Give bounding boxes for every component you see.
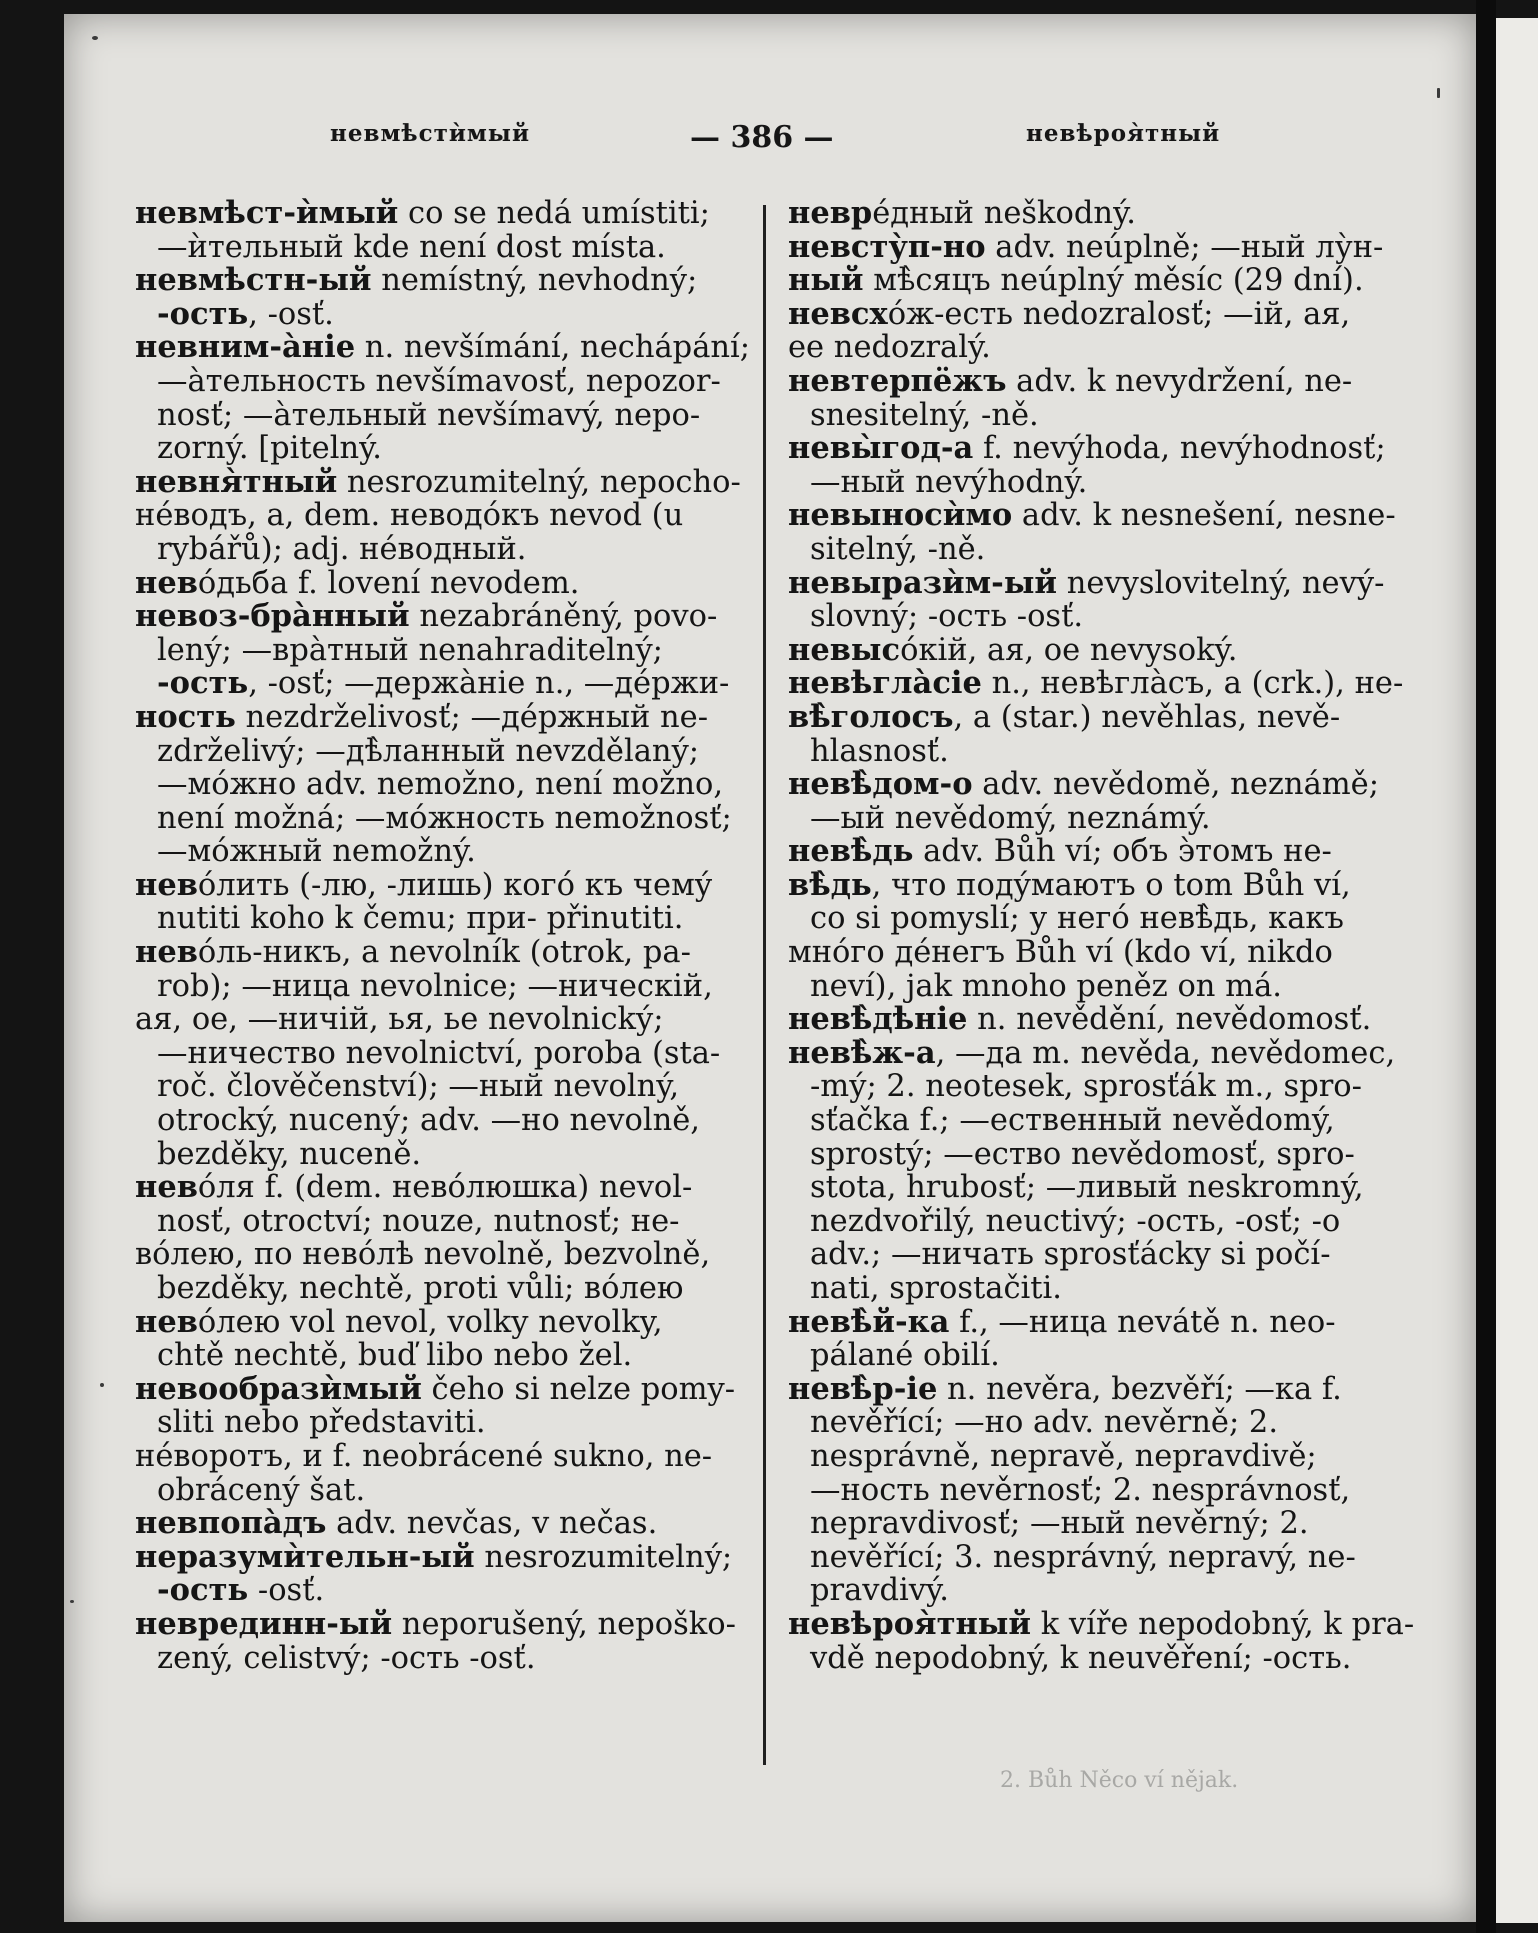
headword: невоз-бра̀нный [135, 598, 410, 635]
dictionary-line: bezděky, nechtě, proti vůli; вóлею [157, 1271, 684, 1306]
dictionary-line: sprostý; —ество nevědomosť, spro- [810, 1136, 1355, 1172]
dictionary-line: neví), jak mnoho peněz on má. [810, 968, 1282, 1004]
dictionary-line: chtě nechtě, buď libo nebo žel. [157, 1338, 633, 1374]
dictionary-line: —ный nevýhodný. [810, 464, 1088, 500]
dictionary-line: roč. člověčenství); —ный nevolný, [157, 1069, 680, 1105]
dictionary-line: невѣроя̀тный k víře nepodobný, k pra- [788, 1605, 1415, 1642]
dictionary-line: nati, sprostačiti. [810, 1271, 1062, 1306]
dictionary-line: невсхóж-есть nedozralosť; —ій, ая, [788, 295, 1351, 332]
page-number: — 386 — [690, 120, 834, 155]
dictionary-line: вѣ̀дь, что подýмаютъ o tom Bůh ví, [788, 866, 1351, 903]
headword: невня̀тный [135, 463, 338, 500]
headword: невѣ̀дь [788, 833, 914, 870]
dictionary-line: невóля f. (dem. невóлюшка) nevol- [135, 1169, 693, 1206]
dictionary-line: -ость -osť. [157, 1572, 325, 1609]
dictionary-line: —ѝтельный kde není dost místa. [157, 229, 666, 265]
dictionary-line: adv.; —ничать sprosťácky si počí- [810, 1237, 1331, 1273]
dictionary-line: otrocký, nucený; adv. —но nevolně, [157, 1103, 700, 1139]
running-head-right: невѣроя̀тный [1026, 120, 1221, 147]
dictionary-line: нéворотъ, и f. neobrácené sukno, ne- [135, 1438, 713, 1474]
dictionary-line: невóлею vol nevol, volky nevolky, [135, 1303, 663, 1340]
headword: ный [788, 262, 864, 299]
headword: -ость [157, 665, 249, 702]
headword: нев [135, 866, 198, 903]
dictionary-line: невмѣст-ѝмый co se nedá umístiti; [135, 195, 710, 231]
ink-speck [70, 1600, 74, 1603]
dictionary-line: невмѣстн-ый nemístný, nevhodný; [135, 262, 698, 299]
dictionary-line: -mý; 2. neotesek, sprosťák m., spro- [810, 1069, 1362, 1105]
dictionary-line: невыразѝм-ый nevyslovitelný, nevý- [788, 564, 1385, 601]
dictionary-line: sitelný, -ně. [810, 531, 986, 567]
headword: невним-а̀ніе [135, 329, 356, 366]
dictionary-line: ность nezdrželivosť; —дéржный ne- [135, 698, 709, 735]
dictionary-line: lený; —вра̀тный nenahraditelný; [157, 632, 663, 668]
dictionary-line: obrácený šat. [157, 1472, 366, 1508]
dictionary-line: zený, celistvý; -ость -osť. [157, 1640, 536, 1676]
dictionary-line: sťačka f.; —ественный nevědomý, [810, 1103, 1335, 1139]
headword: вѣ̀голосъ [788, 698, 954, 735]
column-divider [763, 205, 766, 1765]
dictionary-line: —ность nevěrnosť; 2. nesprávnosť, [810, 1472, 1351, 1508]
dictionary-line: zdrželivý; —дѣ̀ланный nevzdělaný; [157, 733, 700, 769]
left-column [135, 195, 751, 1676]
headword: неврединн-ый [135, 1605, 393, 1642]
dictionary-line: невсту̀п-но adv. neúplně; —ный лу̀н- [788, 228, 1384, 265]
dictionary-line: bezděky, nuceně. [157, 1136, 422, 1172]
dictionary-line: вѣ̀голосъ, a (star.) nevěhlas, nevě- [788, 698, 1341, 735]
headword: невѣ̀дом-о [788, 766, 973, 803]
dictionary-line: неврéдный neškodný. [788, 195, 1136, 231]
dictionary-line: невóлить (-лю, -лишь) когó къ чемý [135, 866, 713, 903]
ink-speck [1437, 88, 1440, 98]
dictionary-line: невыносѝмо adv. k nesnešení, nesne- [788, 497, 1396, 534]
dictionary-line: pravdivý. [810, 1573, 949, 1609]
dictionary-line: ее nedozralý. [788, 330, 991, 366]
dictionary-line: невним-а̀ніе n. nevšímání, nechápání; [135, 329, 751, 366]
dictionary-line: невѣ̀р-іе n. nevěra, bezvěří; —ка f. [788, 1370, 1342, 1407]
headword: -ость [157, 1572, 249, 1609]
dictionary-line: nosť; —а̀тельный nevšímavý, nepo- [157, 397, 701, 433]
show-through-text: 2. Bůh Něco ví nějak. [1000, 1768, 1239, 1793]
dictionary-line: —а̀тельность nevšímavosť, nepozor- [157, 363, 721, 399]
dictionary-line: невысóкій, ая, ое nevysoký. [788, 631, 1238, 668]
dictionary-line: pálané obilí. [810, 1338, 1000, 1374]
headword: невѣ̀й-ка [788, 1303, 950, 1340]
dictionary-line: není možná; —мóжность nemožnosť; [157, 800, 732, 836]
headword: невообразѝмый [135, 1370, 422, 1407]
dictionary-line: невы̀год-а f. nevýhoda, nevýhodnosť; [788, 430, 1386, 467]
dictionary-line: nosť, otroctví; nouze, nutnosť; не- [157, 1203, 680, 1239]
dictionary-line: nevěřící; 3. nesprávný, nepravý, ne- [810, 1539, 1356, 1575]
headword: невѣроя̀тный [788, 1605, 1031, 1642]
dictionary-line: nevěřící; —но adv. nevěrně; 2. [810, 1405, 1279, 1441]
dictionary-line: vdě nepodobný, k neuvěření; -ость. [810, 1640, 1352, 1676]
dictionary-line: невѣ̀й-ка f., —ница nevátě n. neo- [788, 1303, 1336, 1340]
dictionary-line: ая, ое, —ничій, ья, ье nevolnický; [135, 1002, 664, 1038]
ink-speck [92, 36, 98, 40]
headword: нев [135, 934, 198, 971]
headword: невѣгла̀сіе [788, 665, 982, 702]
dictionary-line: невоз-бра̀нный nezabráněný, povo- [135, 598, 718, 635]
dictionary-line: невпопа̀дъ adv. nevčas, v nečas. [135, 1505, 658, 1542]
dictionary-line: rob); —ница nevolnice; —ническій, [157, 968, 713, 1004]
dictionary-line: невѣгла̀сіе n., невѣгла̀съ, a (crk.), не- [788, 665, 1404, 702]
dictionary-line: —мóжный nemožný. [157, 834, 476, 870]
headword: вѣ̀дь [788, 866, 872, 903]
headword: невпопа̀дъ [135, 1505, 327, 1542]
dictionary-line: мнóго дéнегъ Bůh ví (kdo ví, nikdo [788, 935, 1333, 971]
dictionary-line: —ничество nevolnictví, poroba (sta- [157, 1035, 721, 1071]
running-head-left: невмѣстѝмый [330, 120, 531, 147]
dictionary-line: невѣ̀дом-о adv. nevědomě, neznámě; [788, 766, 1380, 803]
dictionary-line: невóль-никъ, a nevolník (otrok, pa- [135, 934, 691, 971]
headword: невѣ̀дѣніе [788, 1001, 968, 1038]
headword: ность [135, 698, 236, 735]
headword: нев [135, 564, 198, 601]
dictionary-line: nezdvořilý, neuctivý; -ость, -osť; -о [810, 1203, 1341, 1239]
dictionary-line: -ость, -osť; —держа̀ніе n., —дéржи- [157, 665, 730, 702]
headword: невсту̀п-но [788, 228, 986, 265]
headword: невѣ̀ж-а [788, 1034, 936, 1071]
dictionary-line: невóдьба f. lovení nevodem. [135, 564, 580, 601]
headword: невы̀год-а [788, 430, 974, 467]
ink-speck [100, 1383, 104, 1387]
dictionary-line: nesprávně, nepravě, nepravdivě; [810, 1438, 1317, 1474]
headword: невр [788, 195, 873, 231]
headword: невтерпёжъ [788, 362, 1007, 399]
dictionary-line: -ость, -osť. [157, 295, 334, 332]
headword: невѣ̀р-іе [788, 1370, 938, 1407]
dictionary-line: hlasnosť. [810, 733, 949, 769]
dictionary-line: невня̀тный nesrozumitelný, nepocho- [135, 463, 741, 500]
dictionary-line: snesitelný, -ně. [810, 397, 1039, 433]
dictionary-line: невѣ̀дь adv. Bůh ví; объ э̀томъ не- [788, 833, 1332, 870]
dictionary-line: вóлею, по невóлѣ nevolně, bezvolně, [135, 1237, 711, 1273]
dictionary-line: невообразѝмый čeho si nelze pomy- [135, 1370, 736, 1407]
dictionary-line: невтерпёжъ adv. k nevydržení, ne- [788, 362, 1353, 399]
dictionary-line: sliti nebo představiti. [157, 1405, 486, 1441]
adjacent-page-edge [1496, 18, 1538, 1923]
headword: невыразѝм-ый [788, 564, 1058, 601]
headword: невсх [788, 295, 888, 332]
dictionary-line: ный мѣ̀сяцъ neúplný měsíc (29 dní). [788, 262, 1364, 299]
headword: нев [135, 1169, 198, 1206]
dictionary-line: невѣ̀ж-а, —да m. nevěda, nevědomec, [788, 1034, 1396, 1071]
dictionary-line: stota, hrubosť; —ливый neskromný, [810, 1170, 1364, 1206]
dictionary-line: nutiti koho k čemu; при- přinutiti. [157, 901, 684, 937]
dictionary-line: неврединн-ый neporušený, nepoško- [135, 1605, 736, 1642]
page-gutter [1476, 0, 1496, 1933]
headword: невмѣст-ѝмый [135, 195, 399, 231]
dictionary-line: невѣ̀дѣніе n. nevědění, nevědomosť. [788, 1001, 1372, 1038]
dictionary-line: —ый nevědomý, neznámý. [810, 800, 1211, 836]
dictionary-line: nepravdivosť; —ный nevěrný; 2. [810, 1506, 1309, 1542]
dictionary-line: неразумѝтельн-ый nesrozumitelný; [135, 1538, 733, 1575]
headword: невыс [788, 631, 901, 668]
dictionary-line: нéводъ, a, dem. неводóкъ nevod (u [135, 498, 684, 534]
right-column [788, 195, 1415, 1676]
dictionary-line: zorný. [pitelný. [157, 431, 382, 467]
dictionary-line: rybářů); adj. нéводный. [157, 531, 527, 567]
headword: -ость [157, 295, 249, 332]
dictionary-line: slovný; -ость -osť. [810, 599, 1084, 635]
headword: невмѣстн-ый [135, 262, 372, 299]
headword: нев [135, 1303, 198, 1340]
dictionary-line: co si pomyslí; у негó невѣ̀дь, какъ [810, 901, 1344, 937]
headword: неразумѝтельн-ый [135, 1538, 475, 1575]
dictionary-line: —мóжно adv. nemožno, není možno, [157, 767, 724, 803]
headword: невыносѝмо [788, 497, 1013, 534]
